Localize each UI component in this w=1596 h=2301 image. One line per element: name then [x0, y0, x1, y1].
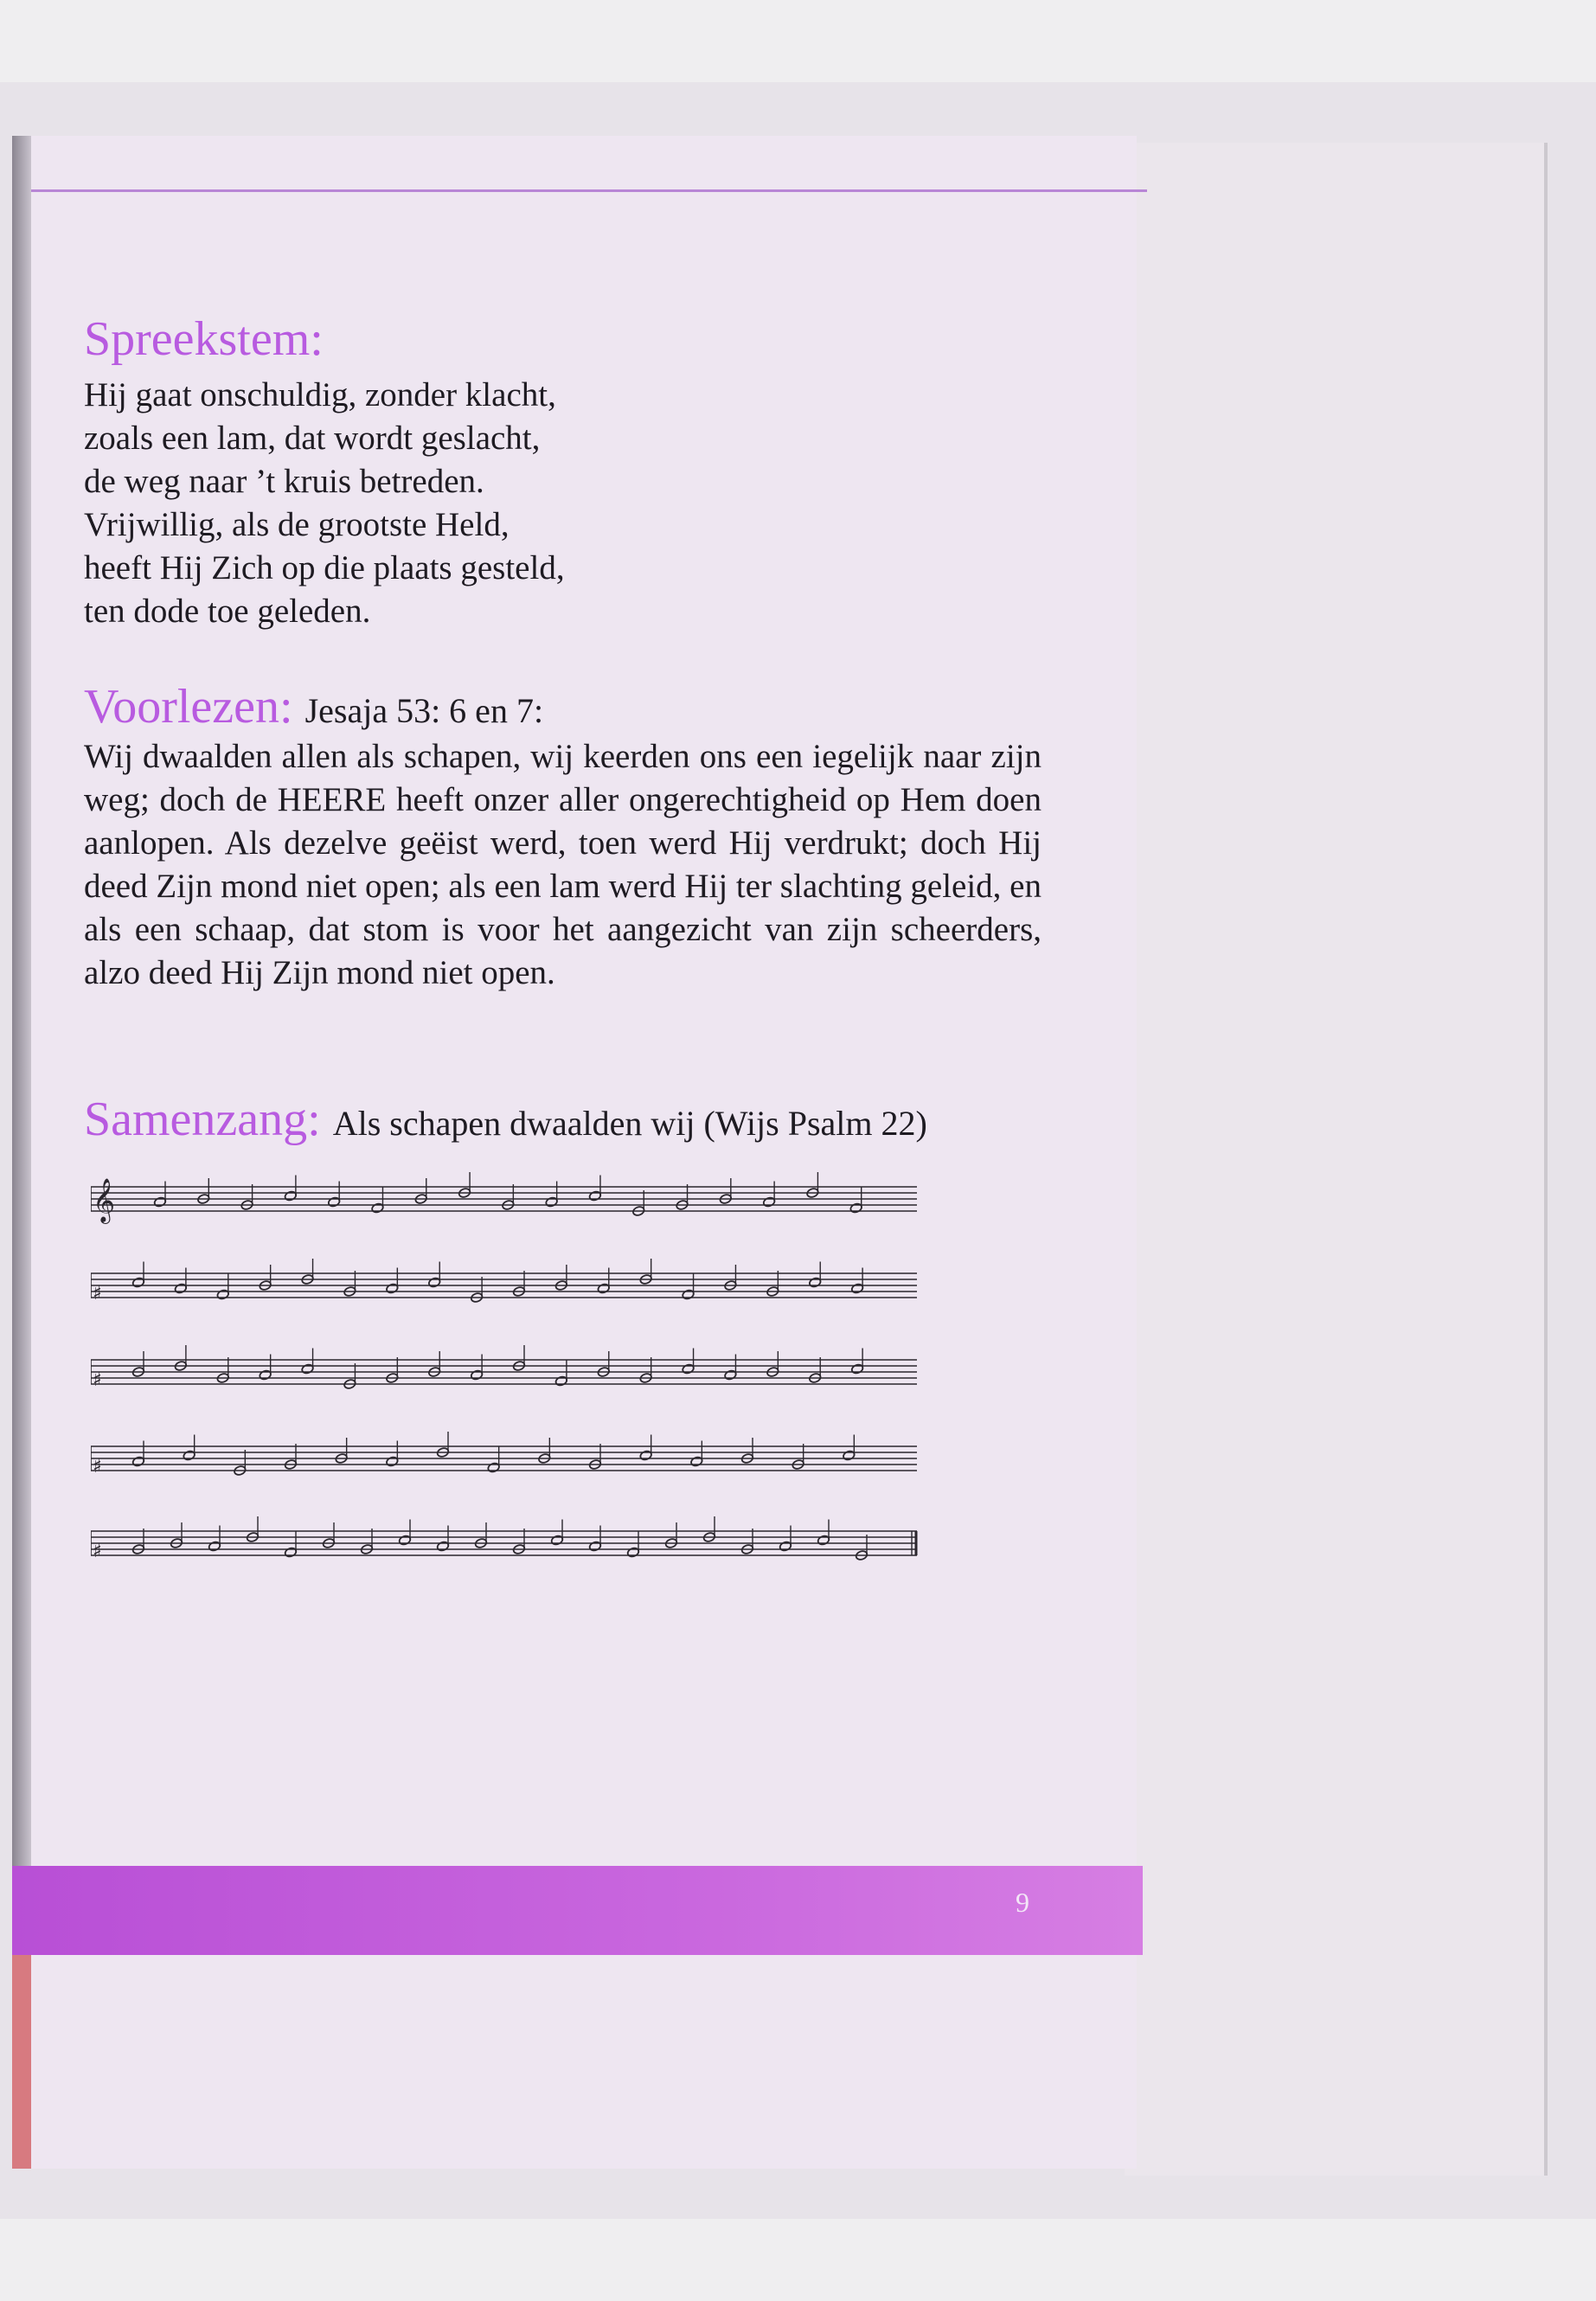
spreekstem-poem — [84, 374, 1035, 633]
key-signature-icon: ♯ — [93, 1283, 102, 1304]
voorlezen-text: Wij dwaalden allen als schapen, wij keerden ons een iegelijk naar zijn weg; doch de HEERE heeft onzer aller ongerechtigheid op Hem doen aanlopen. Als dezelve geëist werd, toen werd Hij verdrukt; doch Hij deed Zijn mond niet open; als een lam werd Hij ter slachting geleid, en als een schaap, dat stom is voor het aangezicht van zijn scheerders, alzo deed Hij Zijn mond niet open. — [84, 738, 1042, 991]
key-signature-icon: ♯ — [93, 1369, 102, 1391]
voorlezen-section — [84, 679, 543, 734]
treble-clef-icon: 𝄞 — [93, 1178, 116, 1222]
samenzang-section — [84, 1092, 927, 1147]
staff — [91, 1259, 917, 1304]
page-spine-shadow — [12, 136, 31, 2169]
key-signature-icon: ♯ — [93, 1541, 102, 1562]
poem-line: Vrijwillig, als de grootste Held, — [84, 506, 510, 543]
staff — [91, 1345, 917, 1391]
samenzang-reference: Als schapen dwaalden wij (Wijs Psalm 22) — [332, 1104, 927, 1143]
spreekstem-heading: Spreekstem: — [84, 312, 324, 366]
music-notation — [91, 1168, 921, 1618]
poem-line: de weg naar ’t kruis betreden. — [84, 463, 484, 500]
samenzang-heading: Samenzang: — [84, 1093, 321, 1146]
poem-line: zoals een lam, dat wordt geslacht, — [84, 420, 541, 457]
poem-line: ten dode toe geleden. — [84, 593, 371, 630]
poem-line: heeft Hij Zich op die plaats gesteld, — [84, 549, 565, 586]
footer-band — [12, 1866, 1143, 1955]
voorlezen-heading: Voorlezen: — [84, 680, 293, 734]
poem-line: Hij gaat onschuldig, zonder klacht, — [84, 376, 556, 413]
key-signature-icon: ♯ — [93, 1456, 102, 1477]
voorlezen-reference: Jesaja 53: 6 en 7: — [304, 691, 544, 730]
facing-page — [1125, 143, 1548, 2176]
top-rule — [31, 189, 1147, 192]
staff — [91, 1172, 917, 1224]
staff — [91, 1516, 917, 1562]
staff — [91, 1432, 917, 1477]
page-number: 9 — [1016, 1887, 1029, 1918]
